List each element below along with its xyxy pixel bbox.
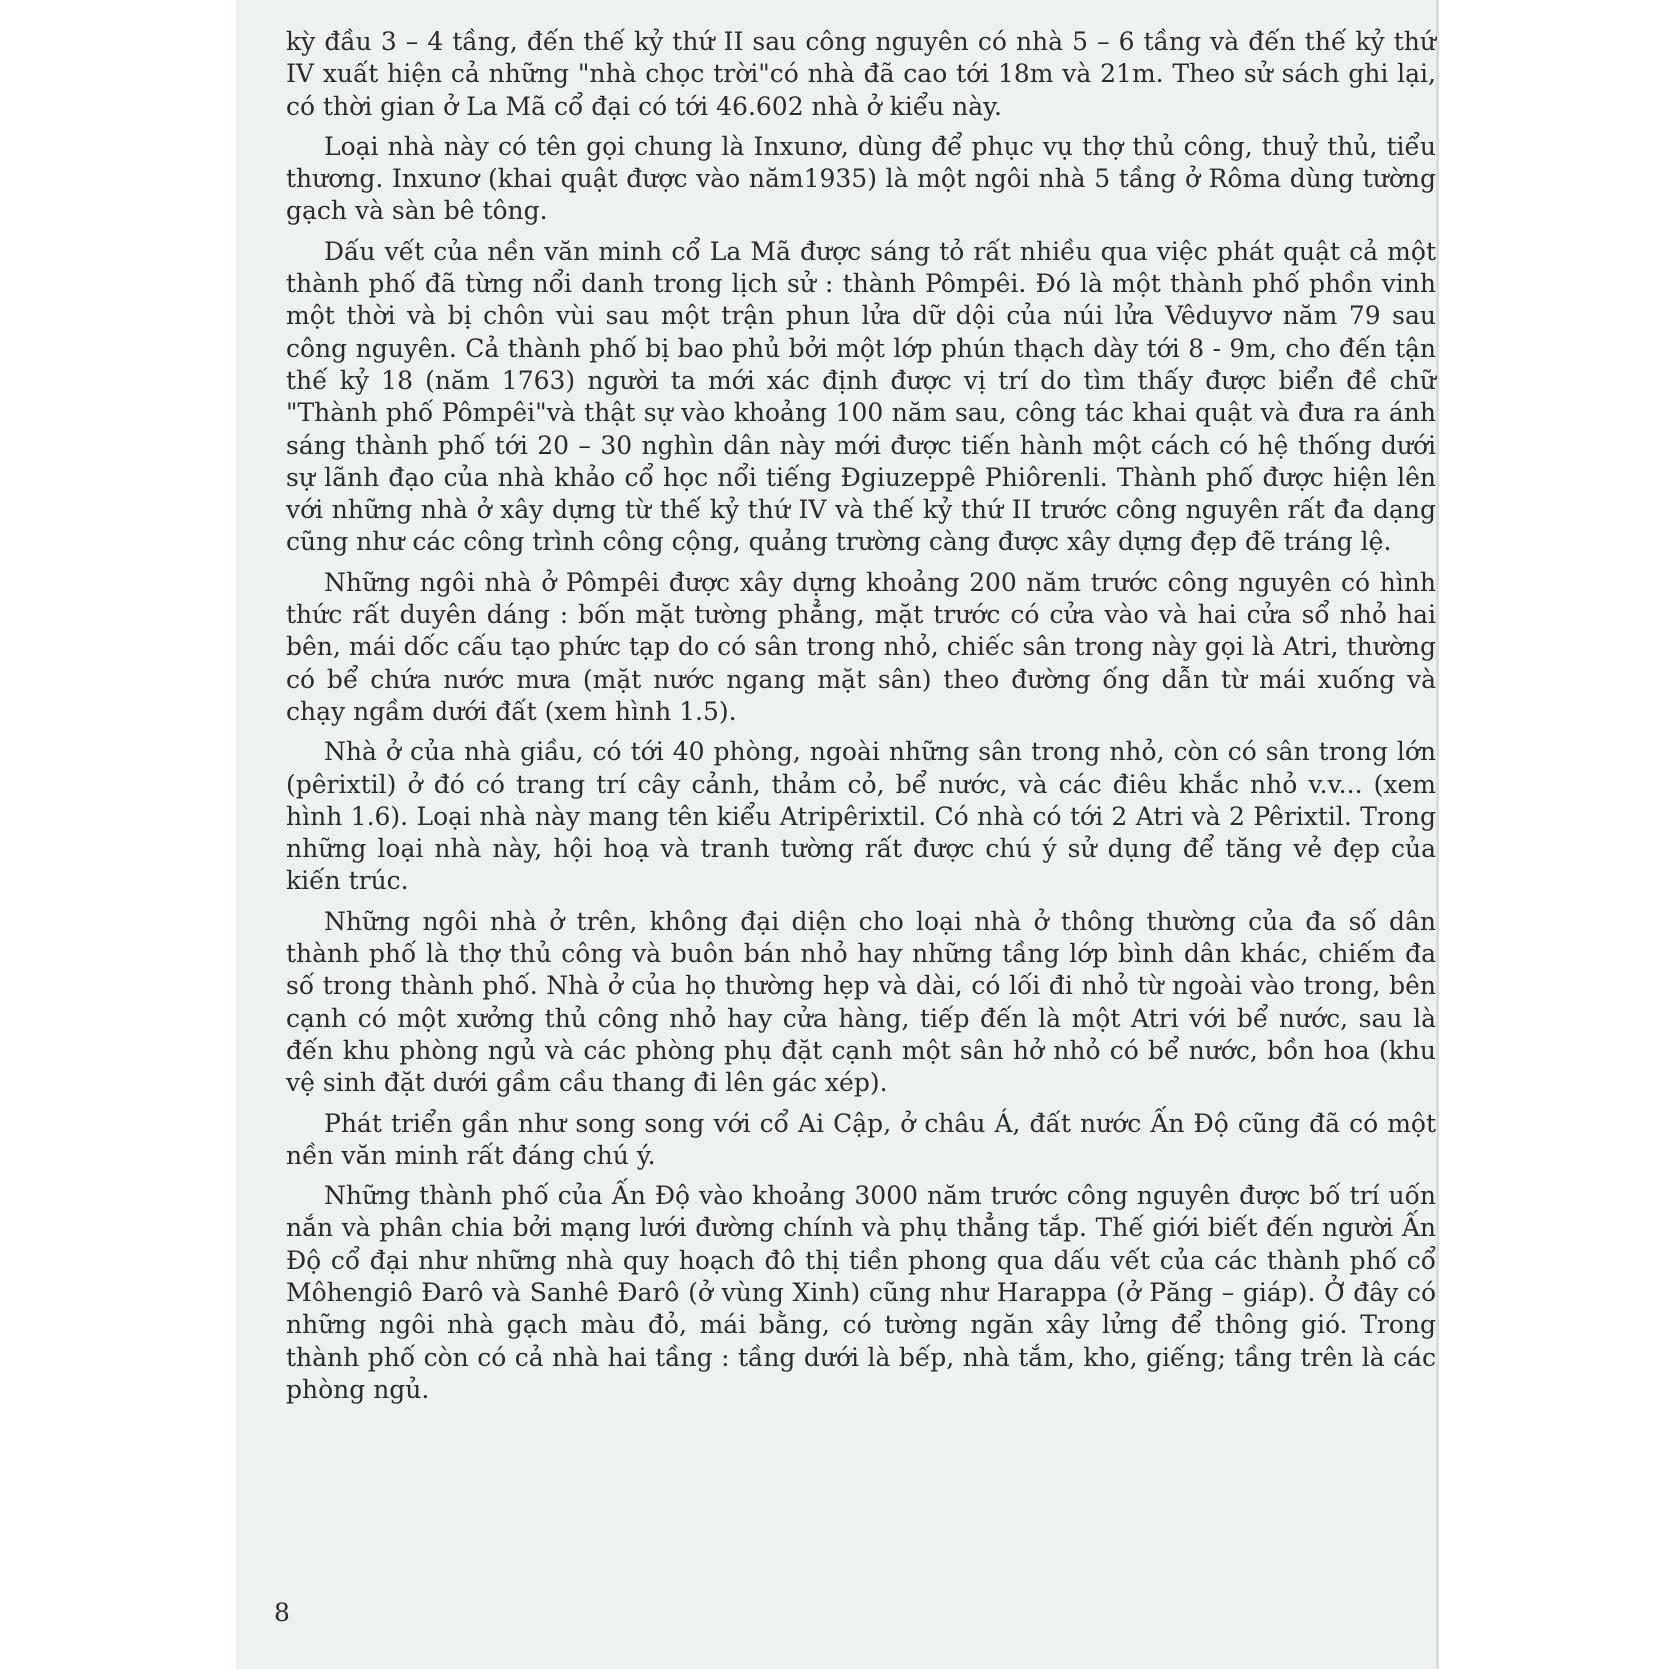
body-text [286,26,1436,1414]
page-number: 8 [274,1598,290,1627]
paragraph-7: Phát triển gần như song song với cổ Ai Cập, ở châu Á, đất nước Ấn Độ cũng đã có một nền văn minh rất đáng chú ý. [286,1108,1436,1170]
paragraph-2: Loại nhà này có tên gọi chung là Inxunơ, dùng để phục vụ thợ thủ công, thuỷ thủ, tiểu thương. Inxunơ (khai quật được vào năm1935) là một ngôi nhà 5 tầng ở Rôma dùng tường gạch và sàn bê tông. [286,131,1436,226]
paragraph-5: Nhà ở của nhà giầu, có tới 40 phòng, ngoài những sân trong nhỏ, còn có sân trong lớn (pêrixtil) ở đó có trang trí cây cảnh, thảm cỏ, bể nước, và các điêu khắc nhỏ v.v... (xem hình 1.6). Loại nhà này mang tên kiểu Atripêrixtil. Có nhà có tới 2 Atri và 2 Pêrixtil. Trong những loại nhà này, hội hoạ và tranh tường rất được chú ý sử dụng để tăng vẻ đẹp của kiến trúc. [286,737,1436,896]
paragraph-8: Những thành phố của Ấn Độ vào khoảng 3000 năm trước công nguyên được bố trí uốn nắn và phân chia bởi mạng lưới đường chính và phụ thẳng tắp. Thế giới biết đến người Ấn Độ cổ đại như những nhà quy hoạch đô thị tiền phong qua dấu vết của các thành phố cổ Môhengiô Đarô và Sanhê Đarô (ở vùng Xinh) cũng như Harappa (ở Păng – giáp). Ở đây có những ngôi nhà gạch màu đỏ, mái bằng, có tường ngăn xây lửng để thông gió. Trong thành phố còn có cả nhà hai tầng : tầng dưới là bếp, nhà tắm, kho, giếng; tầng trên là các phòng ngủ. [286,1181,1436,1404]
paragraph-4: Những ngôi nhà ở Pômpêi được xây dựng khoảng 200 năm trước công nguyên có hình thức rất duyên dáng : bốn mặt tường phẳng, mặt trước có cửa vào và hai cửa sổ nhỏ hai bên, mái dốc cấu tạo phức tạp do có sân trong nhỏ, chiếc sân trong này gọi là Atri, thường có bể chứa nước mưa (mặt nước ngang mặt sân) theo đường ống dẫn từ mái xuống và chạy ngầm dưới đất (xem hình 1.5). [286,567,1436,726]
paragraph-6: Những ngôi nhà ở trên, không đại diện cho loại nhà ở thông thường của đa số dân thành phố là thợ thủ công và buôn bán nhỏ hay những tầng lớp bình dân khác, chiếm đa số trong thành phố. Nhà ở của họ thường hẹp và dài, có lối đi nhỏ từ ngoài vào trong, bên cạnh có một xưởng thủ công nhỏ hay cửa hàng, tiếp đến là một Atri với bể nước, sau là đến khu phòng ngủ và các phòng phụ đặt cạnh một sân hở nhỏ có bể nước, bồn hoa (khu vệ sinh đặt dưới gầm cầu thang đi lên gác xép). [286,906,1436,1098]
paragraph-1: kỳ đầu 3 – 4 tầng, đến thế kỷ thứ II sau công nguyên có nhà 5 – 6 tầng và đến thế kỷ thứ IV xuất hiện cả những "nhà chọc trời"có nhà đã cao tới 18m và 21m. Theo sử sách ghi lại, có thời gian ở La Mã cổ đại có tới 46.602 nhà ở kiểu này. [286,27,1436,121]
paragraph-3: Dấu vết của nền văn minh cổ La Mã được sáng tỏ rất nhiều qua việc phát quật cả một thành phố đã từng nổi danh trong lịch sử : thành Pômpêi. Đó là một thành phố phồn vinh một thời và bị chôn vùi sau một trận phun lửa dữ dội của núi lửa Vêduyvơ năm 79 sau công nguyên. Cả thành phố bị bao phủ bởi một lớp phún thạch dày tới 8 - 9m, cho đến tận thế kỷ 18 (năm 1763) người ta mới xác định được vị trí do tìm thấy được biển đề chữ "Thành phố Pômpêi"và thật sự vào khoảng 100 năm sau, công tác khai quật và đưa ra ánh sáng thành phố tới 20 – 30 nghìn dân này mới được tiến hành một cách có hệ thống dưới sự lãnh đạo của nhà khảo cổ học nổi tiếng Đgiuzeppê Phiôrenli. Thành phố được hiện lên với những nhà ở xây dựng từ thế kỷ thứ IV và thế kỷ thứ II trước công nguyên rất đa dạng cũng như các công trình công cộng, quảng trường càng được xây dựng đẹp đẽ tráng lệ. [286,236,1436,557]
page-edge [1436,0,1439,1669]
